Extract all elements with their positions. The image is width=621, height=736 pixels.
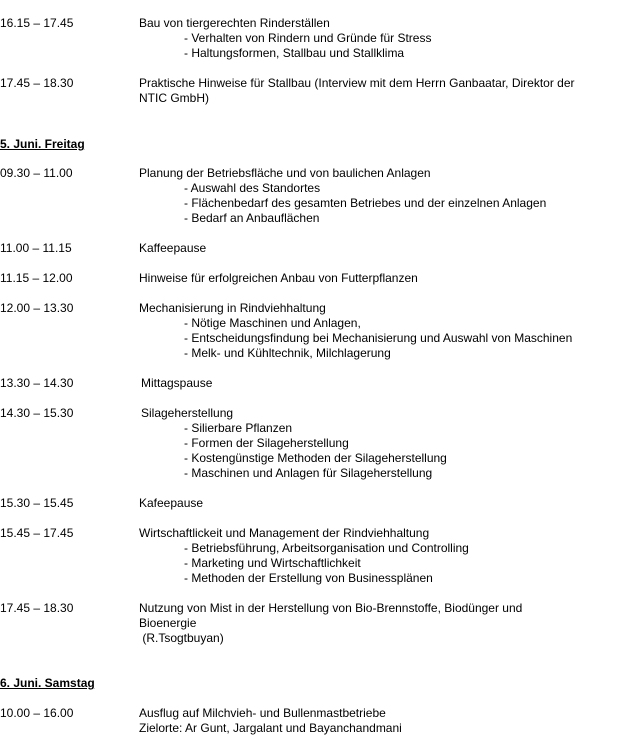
item-subpoint: - Entscheidungsfindung bei Mechanisierung und Auswahl von Maschinen (184, 331, 573, 345)
item-title: Mechanisierung in Rindviehhaltung (139, 301, 326, 315)
item-time: 15.45 – 17.45 (0, 526, 74, 540)
item-title: Hinweise für erfolgreichen Anbau von Futterpflanzen (139, 271, 418, 285)
item-title-line: Zielorte: Ar Gunt, Jargalant und Bayanchandmani (139, 721, 402, 735)
item-subpoint: - Marketing und Wirtschaftlichkeit (184, 556, 361, 570)
item-time: 16.15 – 17.45 (0, 16, 74, 30)
item-subpoint: - Verhalten von Rindern und Gründe für Stress (184, 31, 432, 45)
day-heading-friday: 5. Juni. Freitag (0, 137, 85, 151)
item-subpoint: - Formen der Silageherstellung (184, 436, 349, 450)
item-subpoint: - Haltungsformen, Stallbau und Stallklima (184, 46, 405, 60)
item-title: Mittagspause (141, 376, 213, 390)
item-subpoint: - Betriebsführung, Arbeitsorganisation und Controlling (184, 541, 469, 555)
item-title: Kafeepause (139, 496, 204, 510)
item-title-line: (R.Tsogtbuyan) (139, 631, 224, 645)
item-title: Silageherstellung (141, 406, 234, 420)
item-title: Planung der Betriebsfläche und von baulichen Anlagen (139, 166, 431, 180)
item-subpoint: - Methoden der Erstellung von Businessplänen (184, 571, 433, 585)
item-time: 13.30 – 14.30 (0, 376, 74, 390)
item-title (139, 601, 617, 646)
item-title: Kaffeepause (139, 241, 207, 255)
item-title-line: Nutzung von Mist in der Herstellung von Bio-Brennstoffe, Biodünger und (139, 601, 523, 615)
item-time: 09.30 – 11.00 (0, 166, 73, 180)
item-time: 14.30 – 15.30 (0, 406, 74, 420)
item-title-line: Ausflug auf Milchvieh- und Bullenmastbetriebe (139, 706, 386, 720)
item-time: 11.15 – 12.00 (0, 271, 73, 285)
item-title-line: Bioenergie (139, 616, 197, 630)
item-title (139, 76, 617, 106)
item-subpoint: - Maschinen und Anlagen für Silageherstellung (184, 466, 433, 480)
item-title-line: Praktische Hinweise für Stallbau (Interview mit dem Herrn Ganbaatar, Direktor der (139, 76, 575, 90)
item-subpoint: - Kostengünstige Methoden der Silageherstellung (184, 451, 447, 465)
item-subpoint: - Silierbare Pflanzen (184, 421, 293, 435)
item-subpoint: - Flächenbedarf des gesamten Betriebes und der einzelnen Anlagen (184, 196, 547, 210)
item-time: 17.45 – 18.30 (0, 601, 74, 615)
item-subpoint: - Auswahl des Standortes (184, 181, 321, 195)
item-subpoint: - Bedarf an Anbauflächen (184, 211, 320, 225)
item-subpoint: - Nötige Maschinen und Anlagen, (184, 316, 361, 330)
item-time: 15.30 – 15.45 (0, 496, 74, 510)
item-time: 17.45 – 18.30 (0, 76, 74, 90)
item-time: 11.00 – 11.15 (0, 241, 72, 255)
item-title: Bau von tiergerechten Rinderställen (139, 16, 330, 30)
item-title-line: NTIC GmbH) (139, 91, 209, 105)
item-title (139, 706, 617, 736)
item-time: 12.00 – 13.30 (0, 301, 74, 315)
item-title: Wirtschaftlickeit und Management der Rindviehhaltung (139, 526, 430, 540)
day-heading-saturday: 6. Juni. Samstag (0, 676, 95, 690)
item-time: 10.00 – 16.00 (0, 706, 74, 720)
item-subpoint: - Melk- und Kühltechnik, Milchlagerung (184, 346, 391, 360)
